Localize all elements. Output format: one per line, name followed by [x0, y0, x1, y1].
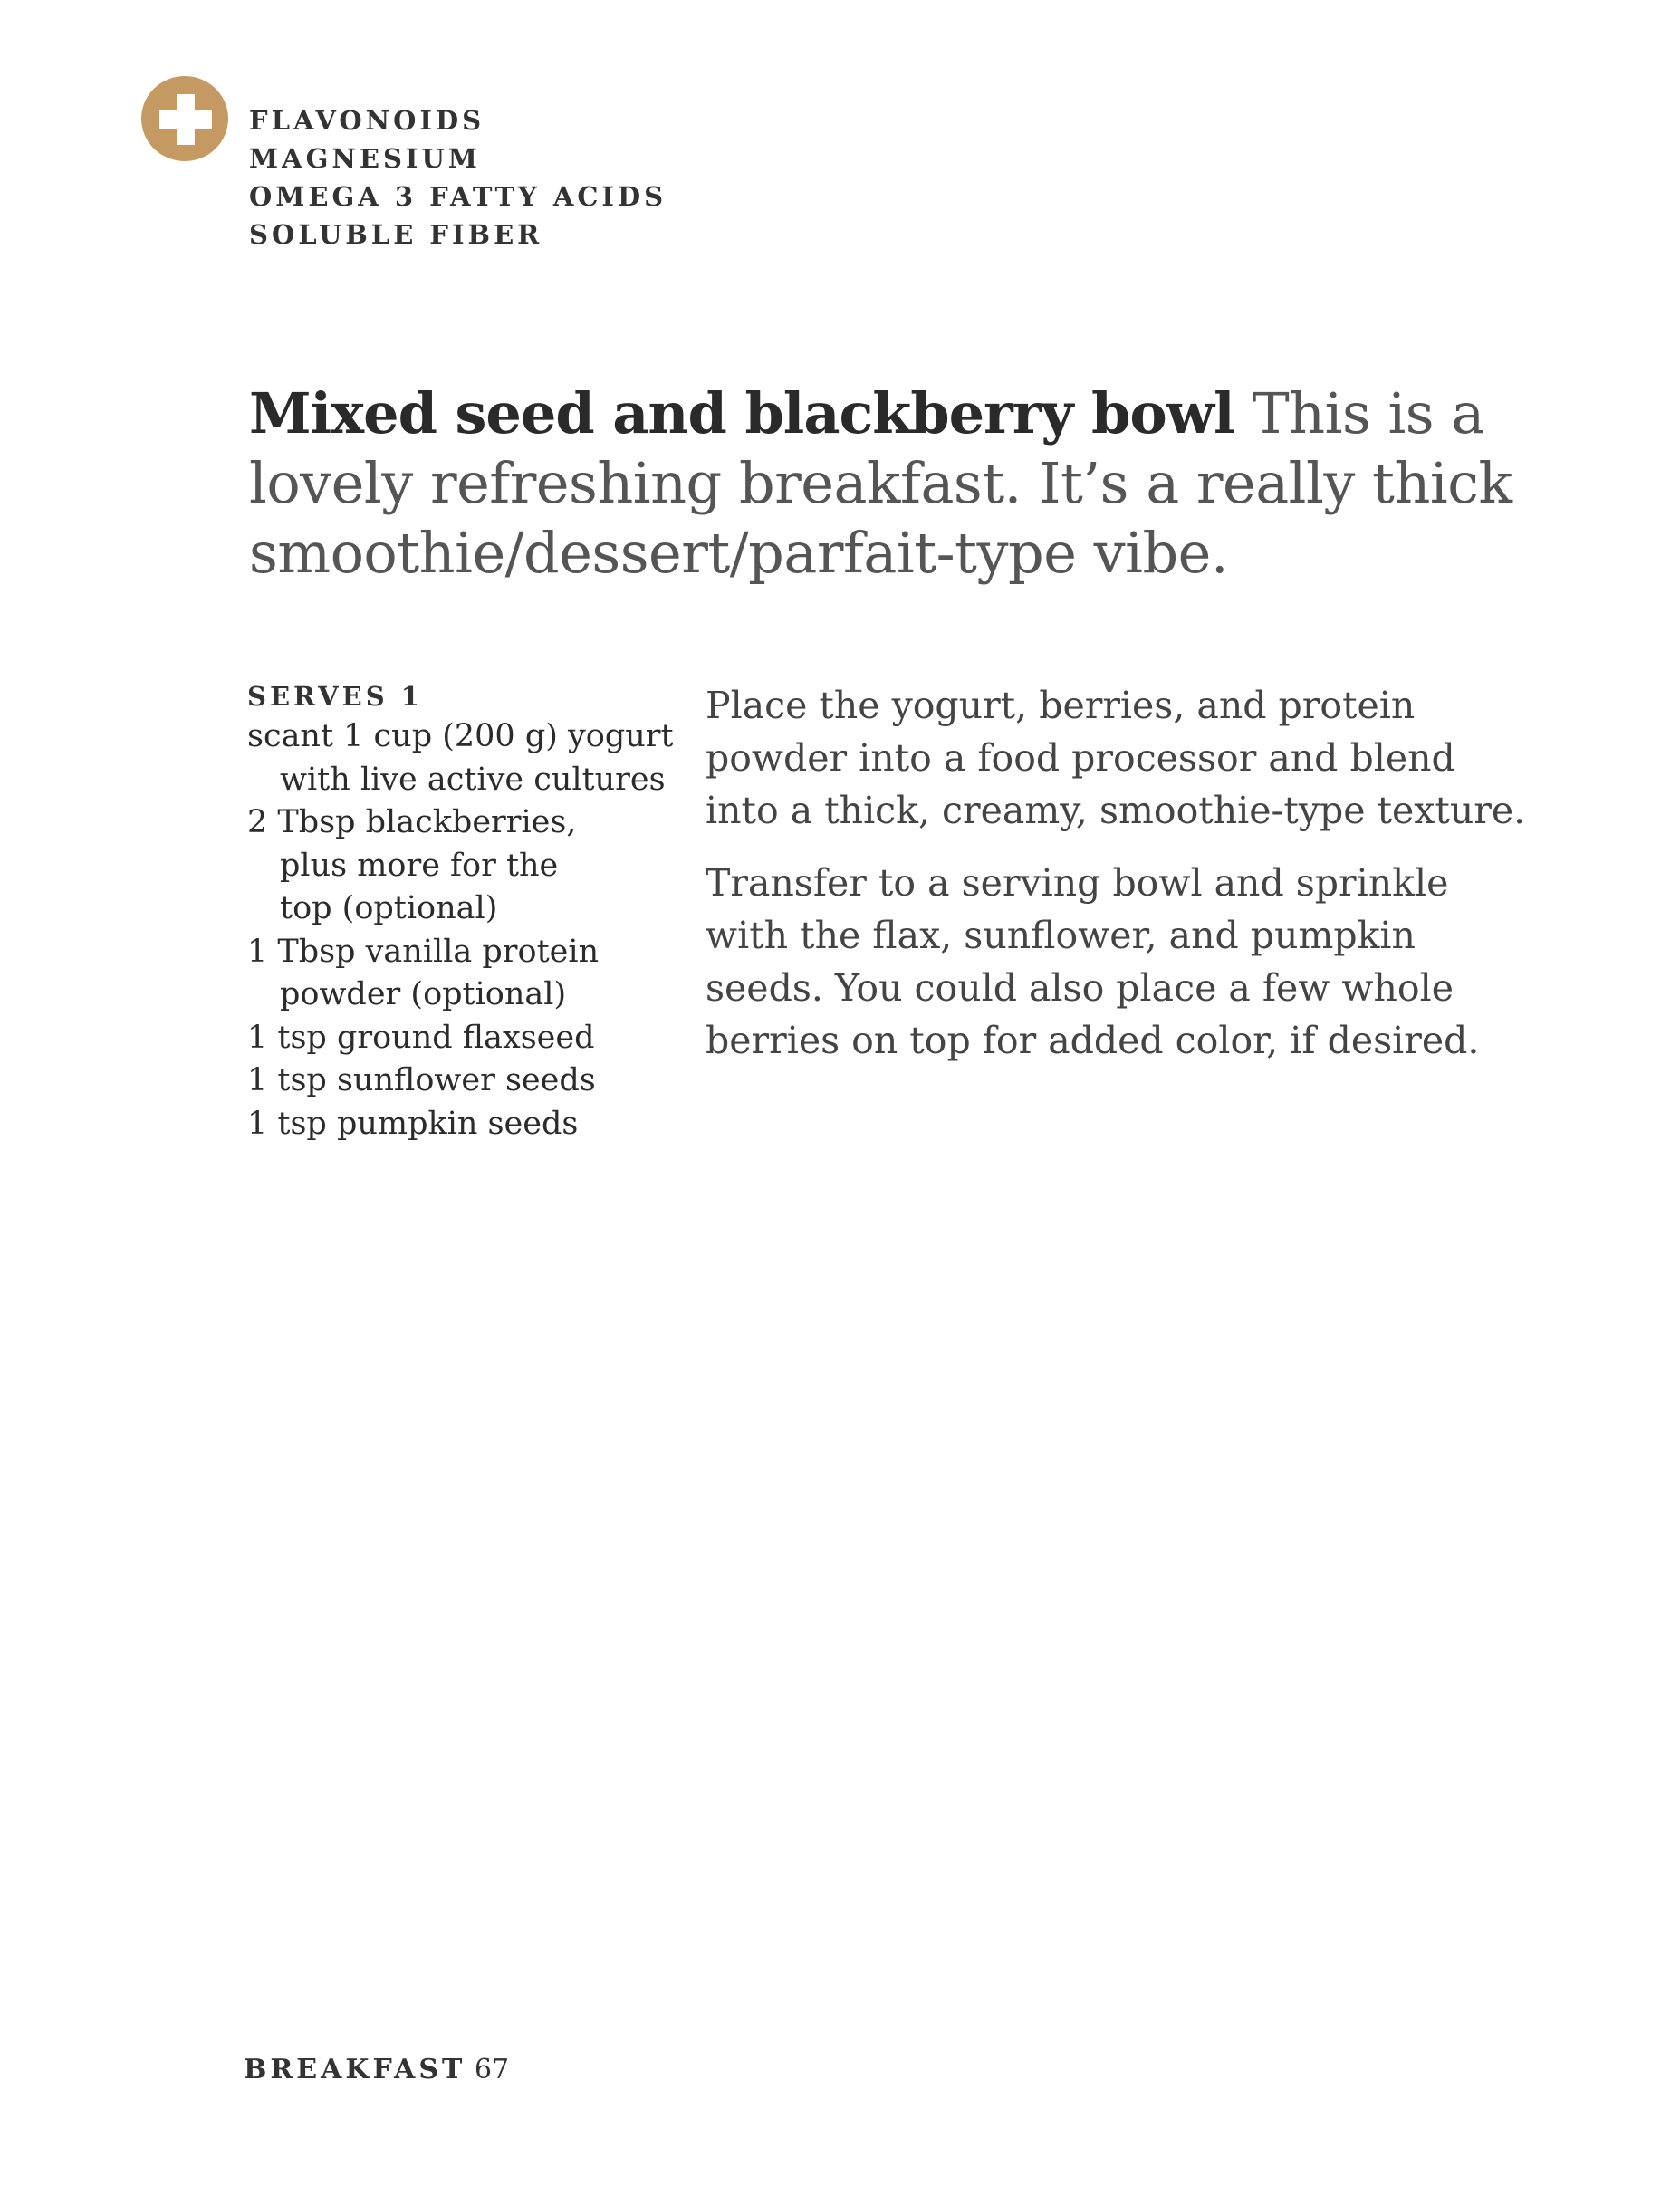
page-number: 67	[474, 2054, 510, 2085]
recipe-heading	[249, 379, 1535, 588]
ingredient-text-continued: plus more for the	[280, 847, 559, 884]
nutrient-item: MAGNESIUM	[249, 143, 481, 174]
nutrient-item: OMEGA 3 FATTY ACIDS	[249, 181, 667, 212]
ingredient-text: scant 1 cup (200 g) yogurt	[247, 718, 674, 754]
ingredient-text: 2 Tbsp blackberries,	[247, 804, 577, 840]
ingredient-text-continued: powder (optional)	[280, 976, 567, 1012]
ingredient-text-continued: top (optional)	[280, 890, 498, 926]
page-footer	[244, 2054, 509, 2085]
serves-label: SERVES 1	[247, 681, 423, 712]
method	[706, 679, 1539, 1087]
medical-cross-icon	[141, 76, 228, 161]
method-step: Place the yogurt, berries, and protein powder into a food processor and blend into a thick, creamy, smoothie-type texture.	[706, 684, 1526, 832]
ingredients-list	[247, 677, 674, 1146]
ingredient-item	[247, 715, 674, 801]
nutrient-item: SOLUBLE FIBER	[249, 219, 543, 250]
ingredient-item	[247, 1017, 664, 1060]
ingredient-item	[247, 801, 664, 931]
nutrient-item: FLAVONOIDS	[249, 105, 485, 136]
recipe-description: This is a lovely refreshing breakfast. It’s a really thick smoothie/dessert/parfait-type vibe.	[249, 380, 1512, 586]
section-name: BREAKFAST	[244, 2054, 466, 2085]
recipe-title: Mixed seed and blackberry bowl	[249, 380, 1234, 446]
ingredient-item	[247, 1059, 664, 1103]
ingredient-item	[247, 931, 664, 1017]
ingredient-text-continued: with live active cultures	[280, 761, 666, 798]
ingredient-text: 1 tsp pumpkin seeds	[247, 1105, 579, 1142]
ingredient-text: 1 tsp sunflower seeds	[247, 1062, 596, 1098]
ingredient-item	[247, 1103, 664, 1146]
ingredient-text: 1 tsp ground flaxseed	[247, 1019, 595, 1056]
method-step: Transfer to a serving bowl and sprinkle with the flax, sunflower, and pumpkin seeds. You could also place a few whole berries on top for added color, if desired.	[706, 861, 1480, 1062]
nutrient-list	[249, 101, 667, 254]
ingredient-text: 1 Tbsp vanilla protein	[247, 933, 600, 970]
